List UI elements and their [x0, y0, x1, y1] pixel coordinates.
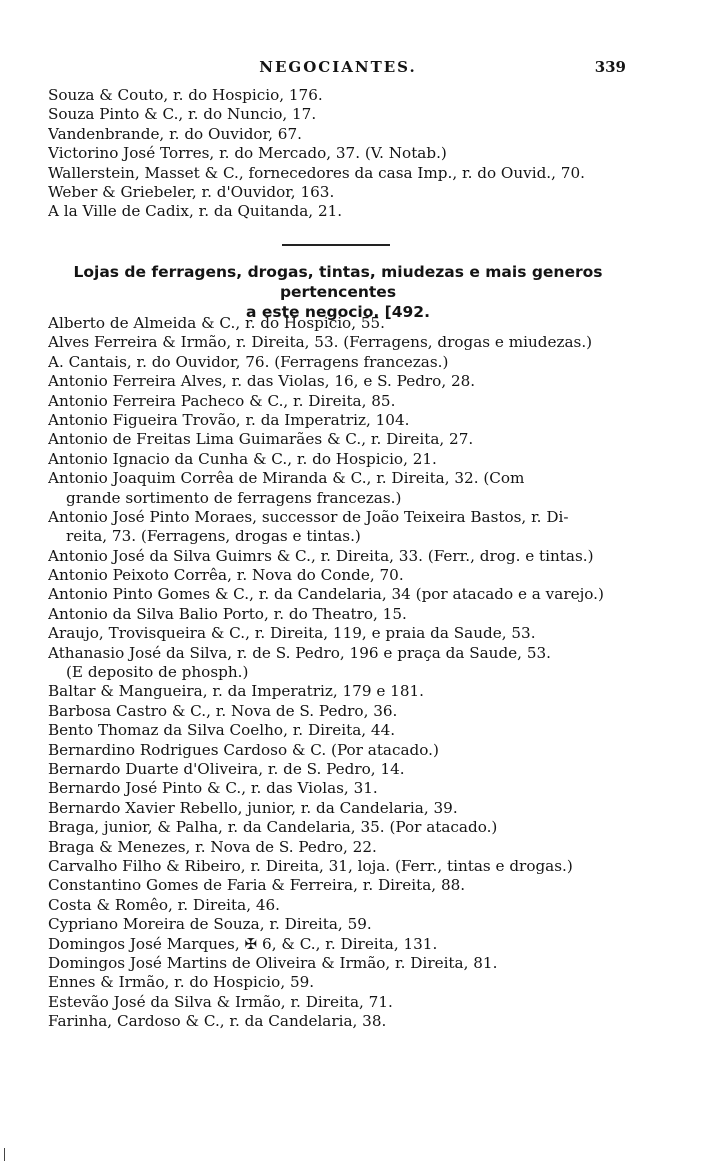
list-item: Baltar & Mangueira, r. da Imperatriz, 179 e 181. [48, 682, 424, 701]
page-number: 339 [594, 58, 626, 76]
list-item: Antonio Joaquim Corrêa de Miranda & C., r. Direita, 32. (Com [48, 469, 525, 488]
section-heading-line2: a este negocio. [492. [246, 303, 430, 321]
running-head: NEGOCIANTES. [259, 58, 417, 76]
list-item: Bernardo Xavier Rebello, junior, r. da Candelaria, 39. [48, 798, 458, 817]
list-item: A. Cantais, r. do Ouvidor, 76. (Ferragens francezas.) [48, 352, 449, 371]
list-item: Domingos José Martins de Oliveira & Irmão, r. Direita, 81. [48, 953, 498, 972]
list-item: Antonio Ferreira Alves, r. das Violas, 16, e S. Pedro, 28. [48, 372, 476, 391]
entry-list [48, 314, 628, 1031]
list-item: Cypriano Moreira de Souza, r. Direita, 59. [48, 915, 372, 934]
list-item: Antonio Figueira Trovão, r. da Imperatriz, 104. [48, 410, 410, 429]
list-item: Domingos José Marques, ✠ 6, & C., r. Direita, 131. [48, 934, 438, 953]
list-item: Carvalho Filho & Ribeiro, r. Direita, 31, loja. (Ferr., tintas e drogas.) [48, 856, 573, 875]
list-item: Souza & Couto, r. do Hospicio, 176. [48, 86, 323, 104]
section-divider [282, 244, 390, 246]
list-item: Wallerstein, Masset & C., fornecedores da casa Imp., r. do Ouvid., 70. [48, 163, 585, 182]
list-item: Antonio Peixoto Corrêa, r. Nova do Conde, 70. [48, 566, 404, 585]
list-item: Vandenbrande, r. do Ouvidor, 67. [48, 124, 302, 143]
list-item: Constantino Gomes de Faria & Ferreira, r. Direita, 88. [48, 876, 466, 895]
list-item: Antonio José Pinto Moraes, successor de João Teixeira Bastos, r. Di- [48, 507, 569, 526]
list-item: Estevão José da Silva & Irmão, r. Direita, 71. [48, 992, 393, 1011]
top-entry-list [48, 86, 628, 222]
list-item: Braga & Menezes, r. Nova de S. Pedro, 22. [48, 837, 377, 856]
list-item: Alberto de Almeida & C., r. do Hospicio, 55. [48, 314, 386, 332]
list-item-continuation: reita, 73. (Ferragens, drogas e tintas.) [66, 527, 361, 546]
list-item: Antonio José da Silva Guimrs & C., r. Direita, 33. (Ferr., drog. e tintas.) [48, 546, 594, 565]
list-item: Ennes & Irmão, r. do Hospicio, 59. [48, 973, 315, 992]
margin-mark [4, 1148, 5, 1161]
list-item: Athanasio José da Silva, r. de S. Pedro, 196 e praça da Saude, 53. [48, 643, 551, 662]
list-item: Costa & Romêo, r. Direita, 46. [48, 895, 281, 914]
list-item: Bernardino Rodrigues Cardoso & C. (Por atacado.) [48, 740, 439, 759]
list-item-continuation: (E deposito de phosph.) [66, 663, 249, 682]
section-heading [48, 262, 628, 322]
list-item: Victorino José Torres, r. do Mercado, 37. (V. Notab.) [48, 144, 447, 163]
list-item: Souza Pinto & C., r. do Nuncio, 17. [48, 105, 317, 124]
list-item: Antonio Ignacio da Cunha & C., r. do Hospicio, 21. [48, 449, 437, 468]
list-item: Araujo, Trovisqueira & C., r. Direita, 119, e praia da Saude, 53. [48, 624, 536, 643]
list-item: Barbosa Castro & C., r. Nova de S. Pedro, 36. [48, 701, 398, 720]
list-item: A la Ville de Cadix, r. da Quitanda, 21. [48, 202, 343, 221]
list-item-continuation: grande sortimento de ferragens francezas.) [66, 488, 402, 507]
list-item: Farinha, Cardoso & C., r. da Candelaria, 38. [48, 1012, 387, 1031]
list-item: Antonio Pinto Gomes & C., r. da Candelaria, 34 (por atacado e a varejo.) [48, 585, 604, 604]
list-item: Bernardo José Pinto & C., r. das Violas, 31. [48, 779, 378, 798]
list-item: Weber & Griebeler, r. d'Ouvidor, 163. [48, 182, 335, 201]
list-item: Antonio de Freitas Lima Guimarães & C., r. Direita, 27. [48, 430, 474, 449]
list-item: Bernardo Duarte d'Oliveira, r. de S. Pedro, 14. [48, 759, 405, 778]
list-item: Antonio Ferreira Pacheco & C., r. Direita, 85. [48, 391, 396, 410]
section-heading-line1: Lojas de ferragens, drogas, tintas, miudezas e mais generos pertencentes [73, 263, 603, 301]
list-item: Braga, junior, & Palha, r. da Candelaria, 35. (Por atacado.) [48, 818, 498, 837]
list-item: Alves Ferreira & Irmão, r. Direita, 53. (Ferragens, drogas e miudezas.) [48, 333, 593, 352]
list-item: Bento Thomaz da Silva Coelho, r. Direita, 44. [48, 721, 396, 740]
list-item: Antonio da Silva Balio Porto, r. do Theatro, 15. [48, 604, 407, 623]
